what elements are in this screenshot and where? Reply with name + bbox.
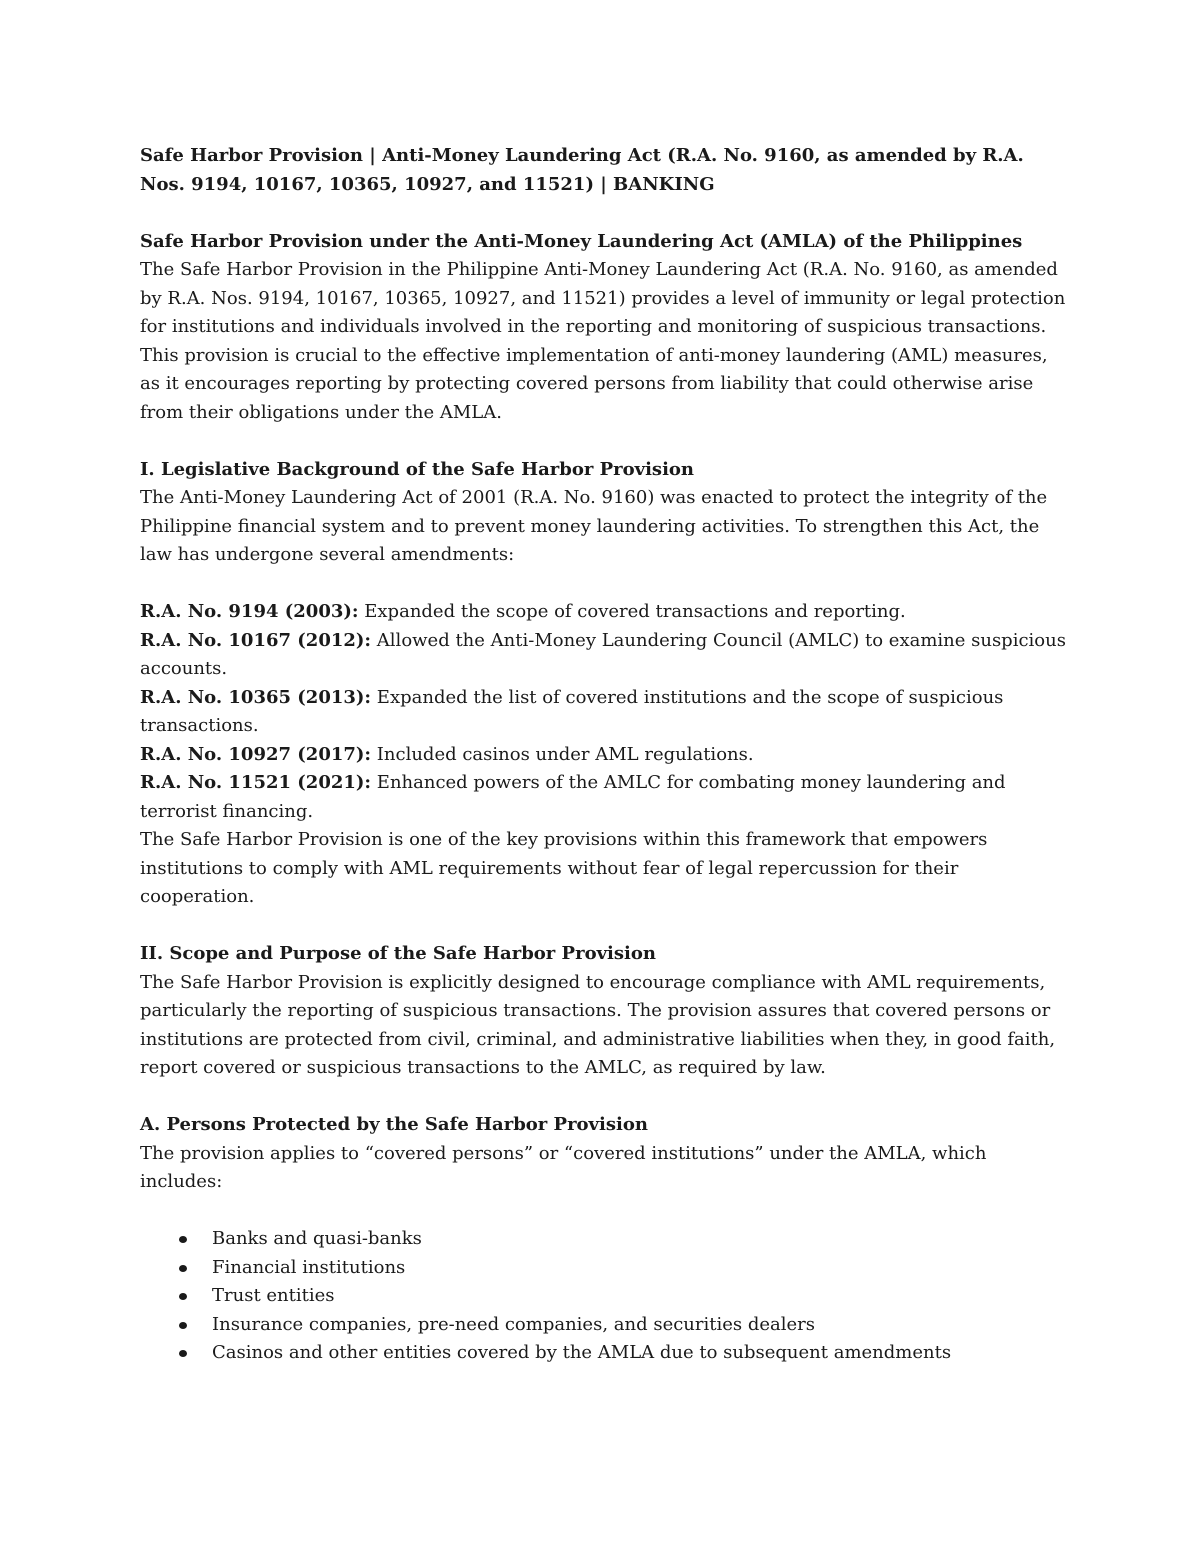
list-item <box>140 1339 1070 1368</box>
bullet-icon <box>179 1265 187 1272</box>
section1-closing: The Safe Harbor Provision is one of the key provisions within this framework that empowers institutions to comply with AML requirements without fear of legal repercussion for their cooperation. <box>140 829 988 907</box>
spacer <box>140 570 1070 599</box>
list-item-text: Financial institutions <box>212 1256 406 1278</box>
bullet-icon <box>179 1350 187 1357</box>
list-item <box>140 1282 1070 1311</box>
amendment-item <box>140 598 1070 627</box>
amendment-text: Allowed the Anti-Money Laundering Council (AMLC) to examine suspicious accounts. <box>140 629 1066 679</box>
list-item-text: Insurance companies, pre-need companies, and securities dealers <box>212 1313 816 1335</box>
amendment-text: Expanded the list of covered institutions and the scope of suspicious transactions. <box>140 686 1004 736</box>
section1-paragraph: The Anti-Money Laundering Act of 2001 (R.A. No. 9160) was enacted to protect the integrity of the Philippine financial system and to prevent money laundering activities. To strengthen this Act, the law has undergone several amendments: <box>140 487 1048 565</box>
spacer <box>140 1197 1070 1226</box>
amendment-label: R.A. No. 11521 (2021): <box>140 772 372 793</box>
intro-heading: Safe Harbor Provision under the Anti-Money Laundering Act (AMLA) of the Philippines <box>140 230 1023 252</box>
covered-persons-list <box>140 1225 1070 1368</box>
list-item <box>140 1254 1070 1283</box>
spacer <box>140 912 1070 941</box>
amendment-item <box>140 741 1070 770</box>
amendment-label: R.A. No. 9194 (2003): <box>140 601 359 622</box>
amendment-text: Enhanced powers of the AMLC for combating money laundering and terrorist financing. <box>140 772 1006 822</box>
spacer <box>140 1083 1070 1112</box>
amendment-item <box>140 627 1070 684</box>
document-title: Safe Harbor Provision | Anti-Money Laundering Act (R.A. No. 9160, as amended by R.A. Nos. 9194, 10167, 10365, 10927, and 11521) | BANKING <box>140 145 1024 195</box>
amendment-text: Included casinos under AML regulations. <box>371 743 754 765</box>
bullet-icon <box>179 1236 187 1243</box>
amendment-label: R.A. No. 10167 (2012): <box>140 629 372 651</box>
amendments-list <box>140 598 1070 826</box>
amendment-item <box>140 684 1070 741</box>
list-item <box>140 1311 1070 1340</box>
list-item-text: Casinos and other entities covered by the AMLA due to subsequent amendments <box>212 1342 952 1363</box>
document-page <box>140 142 1070 1368</box>
list-item <box>140 1225 1070 1254</box>
list-item-text: Trust entities <box>212 1285 335 1306</box>
sectionA-paragraph: The provision applies to “covered persons” or “covered institutions” under the AMLA, which includes: <box>140 1142 987 1192</box>
section1-heading: I. Legislative Background of the Safe Harbor Provision <box>140 458 695 480</box>
amendment-item <box>140 769 1070 826</box>
bullet-icon <box>179 1322 187 1329</box>
section2-paragraph: The Safe Harbor Provision is explicitly designed to encourage compliance with AML requirements, particularly the reporting of suspicious transactions. The provision assures that covered persons or institutions are protected from civil, criminal, and administrative liabilities when they, in good faith, report covered or suspicious transactions to the AMLC, as required by law. <box>140 971 1056 1078</box>
list-item-text: Banks and quasi-banks <box>212 1228 422 1249</box>
amendment-label: R.A. No. 10365 (2013): <box>140 686 372 708</box>
sectionA-heading: A. Persons Protected by the Safe Harbor Provision <box>140 1114 648 1135</box>
amendment-label: R.A. No. 10927 (2017): <box>140 743 372 765</box>
amendment-text: Expanded the scope of covered transactions and reporting. <box>358 601 906 622</box>
bullet-icon <box>179 1293 187 1300</box>
spacer <box>140 199 1070 228</box>
section2-heading: II. Scope and Purpose of the Safe Harbor Provision <box>140 943 656 964</box>
spacer <box>140 427 1070 456</box>
intro-paragraph: The Safe Harbor Provision in the Philippine Anti-Money Laundering Act (R.A. No. 9160, as amended by R.A. Nos. 9194, 10167, 10365, 10927, and 11521) provides a level of immunity or legal protection for institutions and individuals involved in the reporting and monitoring of suspicious transactions. This provision is crucial to the effective implementation of anti-money laundering (AML) measures, as it encourages reporting by protecting covered persons from liability that could otherwise arise from their obligations under the AMLA. <box>140 259 1066 423</box>
